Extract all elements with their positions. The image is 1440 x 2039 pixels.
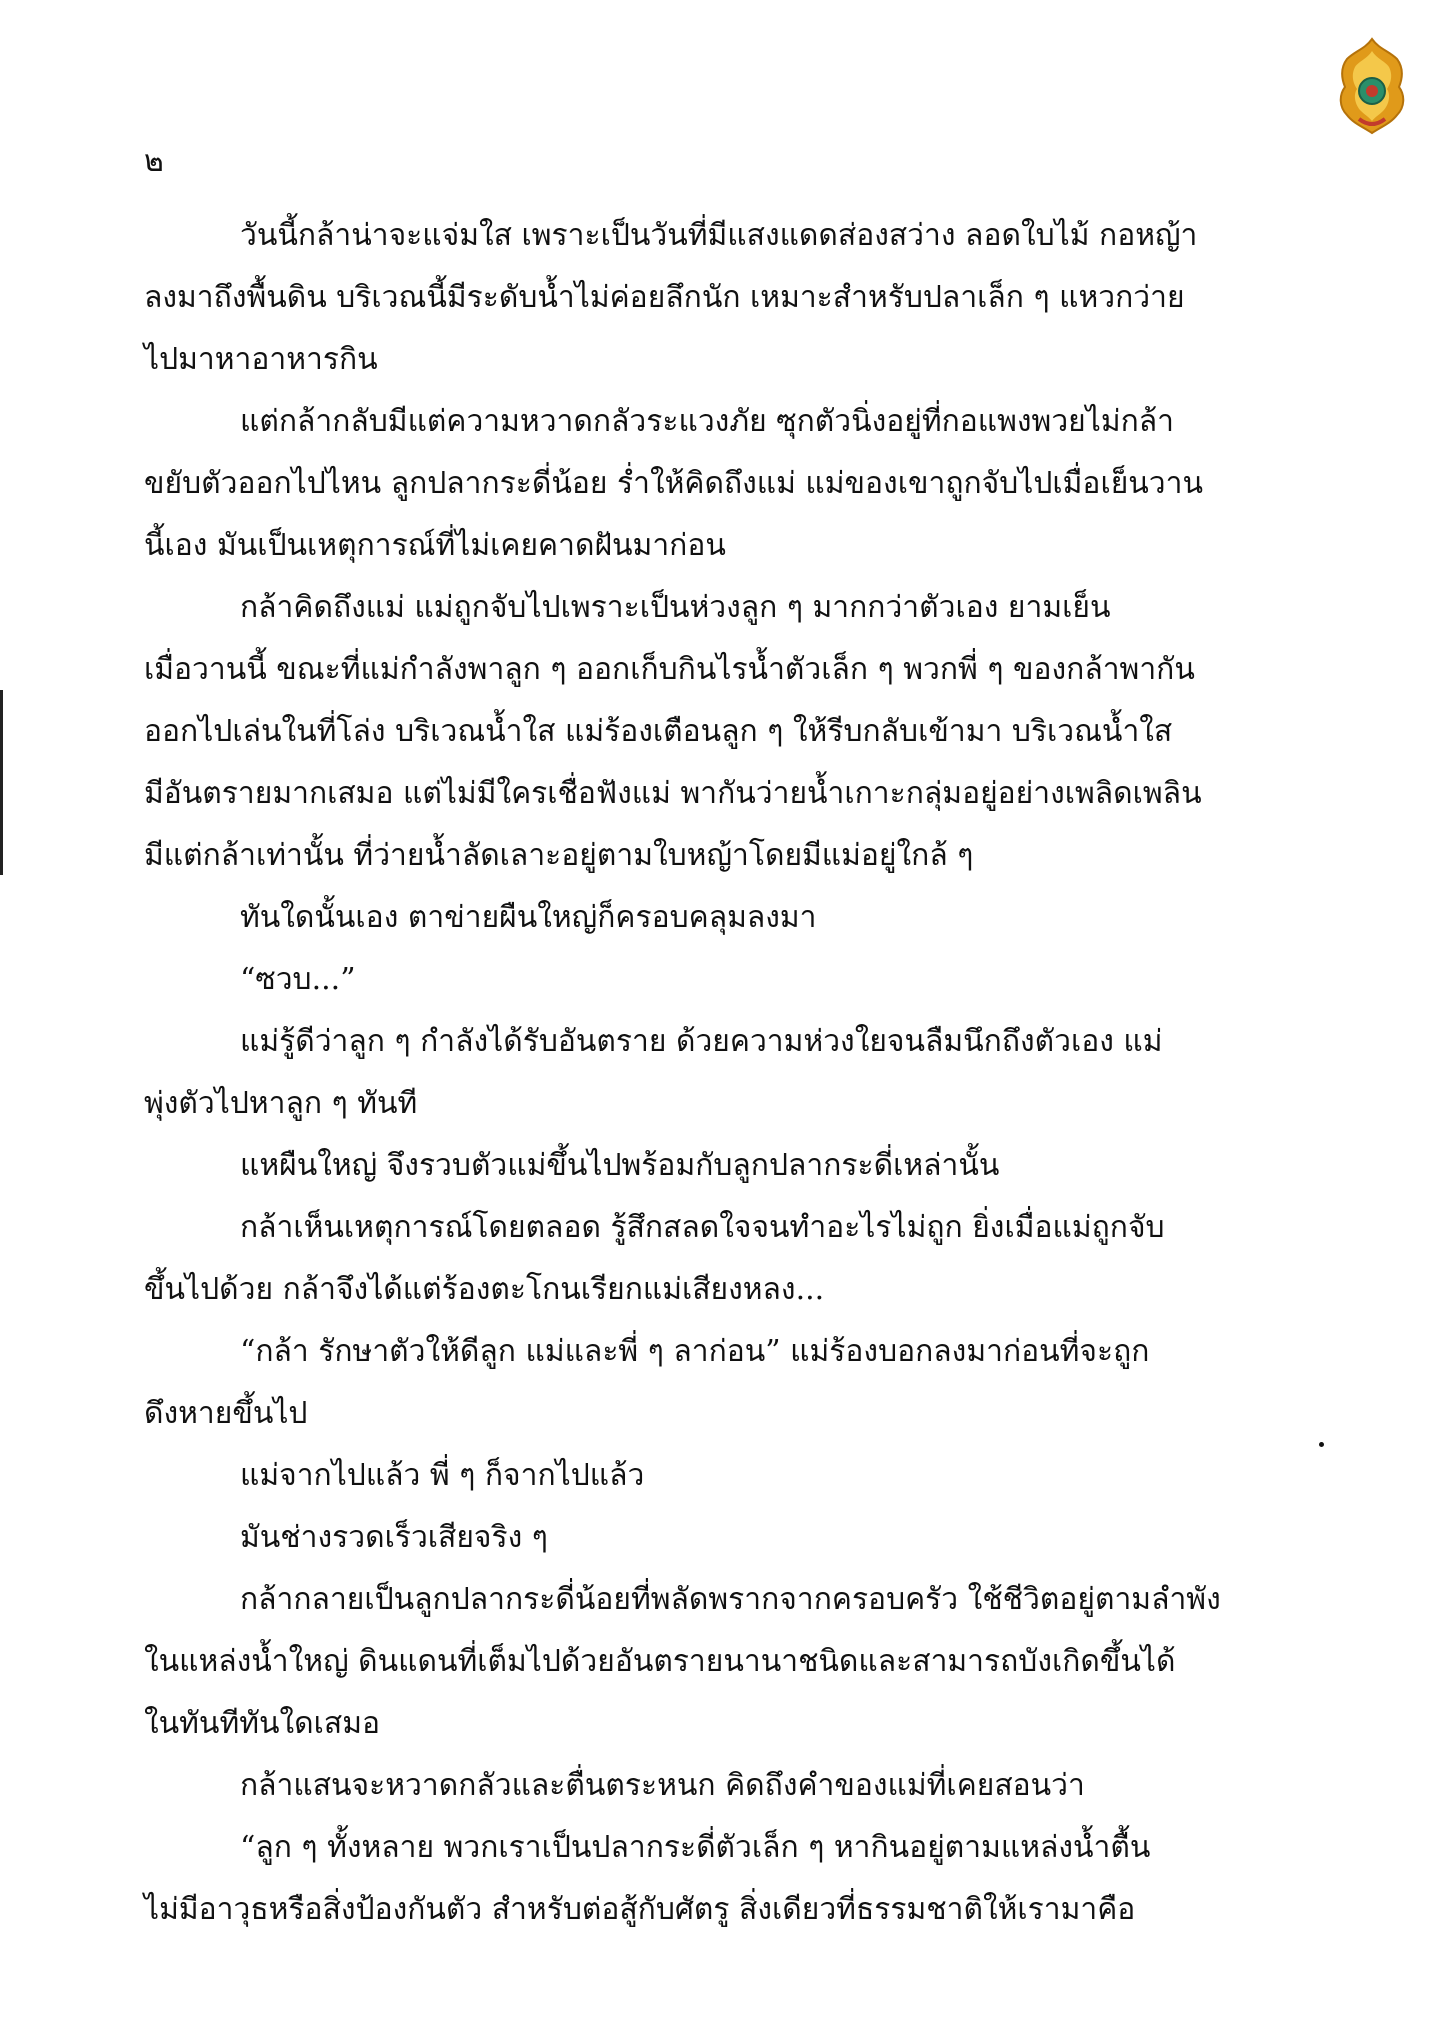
text-line-content: ไม่มีอาวุธหรือสิ่งป้องกันตัว สำหรับต่อสู้กับศัตรู สิ่งเดียวที่ธรรมชาติให้เรามาคือ xyxy=(144,1892,1136,1927)
page-number: ๒ xyxy=(144,144,164,179)
text-line xyxy=(144,1518,1299,1580)
text-line-content: ลงมาถึงพื้นดิน บริเวณนี้มีระดับน้ำไม่ค่อยลึกนัก เหมาะสำหรับปลาเล็ก ๆ แหวกว่าย xyxy=(144,280,1185,315)
text-line xyxy=(144,1704,1299,1766)
text-line xyxy=(144,650,1299,712)
story-body xyxy=(144,216,1299,1952)
text-line xyxy=(144,1394,1299,1456)
text-line-content: แม่จากไปแล้ว พี่ ๆ ก็จากไปแล้ว xyxy=(240,1458,645,1493)
text-line-content: “ซวบ...” xyxy=(240,962,356,997)
text-line-content: ไปมาหาอาหารกิน xyxy=(144,342,378,377)
text-line-content: แหผืนใหญ่ จึงรวบตัวแม่ขึ้นไปพร้อมกับลูกปลากระดี่เหล่านั้น xyxy=(240,1148,1000,1183)
text-line xyxy=(144,836,1299,898)
text-line xyxy=(144,464,1299,526)
text-line-content: มีแต่กล้าเท่านั้น ที่ว่ายน้ำลัดเลาะอยู่ตามใบหญ้าโดยมีแม่อยู่ใกล้ ๆ xyxy=(144,838,974,873)
text-line-content: กล้าแสนจะหวาดกลัวและตื่นตระหนก คิดถึงคำของแม่ที่เคยสอนว่า xyxy=(240,1768,1085,1803)
text-line-content: เมื่อวานนี้ ขณะที่แม่กำลังพาลูก ๆ ออกเก็บกินไรน้ำตัวเล็ก ๆ พวกพี่ ๆ ของกล้าพากัน xyxy=(144,652,1195,687)
scan-speck xyxy=(1319,1442,1324,1447)
text-line-content: ดึงหายขึ้นไป xyxy=(144,1396,308,1431)
text-line-content: พุ่งตัวไปหาลูก ๆ ทันที xyxy=(144,1086,418,1121)
text-line xyxy=(144,588,1299,650)
text-line-content: ทันใดนั้นเอง ตาข่ายผืนใหญ่ก็ครอบคลุมลงมา xyxy=(240,900,817,935)
text-line xyxy=(144,1146,1299,1208)
text-line-content: แม่รู้ดีว่าลูก ๆ กำลังได้รับอันตราย ด้วยความห่วงใยจนลืมนึกถึงตัวเอง แม่ xyxy=(240,1024,1163,1059)
text-line-content: “กล้า รักษาตัวให้ดีลูก แม่และพี่ ๆ ลาก่อน” แม่ร้องบอกลงมาก่อนที่จะถูก xyxy=(240,1334,1150,1369)
text-line xyxy=(144,1456,1299,1518)
text-line xyxy=(144,1642,1299,1704)
text-line xyxy=(144,1332,1299,1394)
text-line xyxy=(144,526,1299,588)
text-line xyxy=(144,340,1299,402)
text-line xyxy=(144,278,1299,340)
text-line xyxy=(144,1084,1299,1146)
ministry-seal-icon xyxy=(1337,37,1407,137)
text-line-content: ในแหล่งน้ำใหญ่ ดินแดนที่เต็มไปด้วยอันตรายนานาชนิดและสามารถบังเกิดขึ้นได้ xyxy=(144,1644,1176,1679)
text-line xyxy=(144,1270,1299,1332)
text-line-content: ออกไปเล่นในที่โล่ง บริเวณน้ำใส แม่ร้องเตือนลูก ๆ ให้รีบกลับเข้ามา บริเวณน้ำใส xyxy=(144,714,1173,749)
text-line xyxy=(144,1208,1299,1270)
text-line xyxy=(144,402,1299,464)
text-line-content: นี้เอง มันเป็นเหตุการณ์ที่ไม่เคยคาดฝันมาก่อน xyxy=(144,528,726,563)
scan-edge-mark xyxy=(0,690,3,875)
text-line-content: กล้าคิดถึงแม่ แม่ถูกจับไปเพราะเป็นห่วงลูก ๆ มากกว่าตัวเอง ยามเย็น xyxy=(240,590,1111,625)
text-line xyxy=(144,774,1299,836)
text-line xyxy=(144,1022,1299,1084)
text-line xyxy=(144,1580,1299,1642)
text-line-content: มีอันตรายมากเสมอ แต่ไม่มีใครเชื่อฟังแม่ พากันว่ายน้ำเกาะกลุ่มอยู่อย่างเพลิดเพลิน xyxy=(144,776,1202,811)
text-line xyxy=(144,216,1299,278)
text-line-content: ในทันทีทันใดเสมอ xyxy=(144,1706,380,1741)
text-line xyxy=(144,898,1299,960)
text-line xyxy=(144,1828,1299,1890)
text-line-content: แต่กล้ากลับมีแต่ความหวาดกลัวระแวงภัย ซุกตัวนิ่งอยู่ที่กอแพงพวยไม่กล้า xyxy=(240,404,1174,439)
text-line-content: ขยับตัวออกไปไหน ลูกปลากระดี่น้อย ร่ำให้คิดถึงแม่ แม่ของเขาถูกจับไปเมื่อเย็นวาน xyxy=(144,466,1203,501)
text-line-content: กล้ากลายเป็นลูกปลากระดี่น้อยที่พลัดพรากจากครอบครัว ใช้ชีวิตอยู่ตามลำพัง xyxy=(240,1582,1221,1617)
text-line xyxy=(144,712,1299,774)
text-line-content: มันช่างรวดเร็วเสียจริง ๆ xyxy=(240,1520,548,1555)
text-line-content: ขึ้นไปด้วย กล้าจึงได้แต่ร้องตะโกนเรียกแม่เสียงหลง... xyxy=(144,1272,825,1307)
text-line-content: “ลูก ๆ ทั้งหลาย พวกเราเป็นปลากระดี่ตัวเล็ก ๆ หากินอยู่ตามแหล่งน้ำตื้น xyxy=(240,1830,1151,1865)
text-line xyxy=(144,1890,1299,1952)
text-line xyxy=(144,960,1299,1022)
text-line-content: วันนี้กล้าน่าจะแจ่มใส เพราะเป็นวันที่มีแสงแดดส่องสว่าง ลอดใบไม้ กอหญ้า xyxy=(240,218,1198,253)
text-line xyxy=(144,1766,1299,1828)
text-line-content: กล้าเห็นเหตุการณ์โดยตลอด รู้สึกสลดใจจนทำอะไรไม่ถูก ยิ่งเมื่อแม่ถูกจับ xyxy=(240,1210,1165,1245)
